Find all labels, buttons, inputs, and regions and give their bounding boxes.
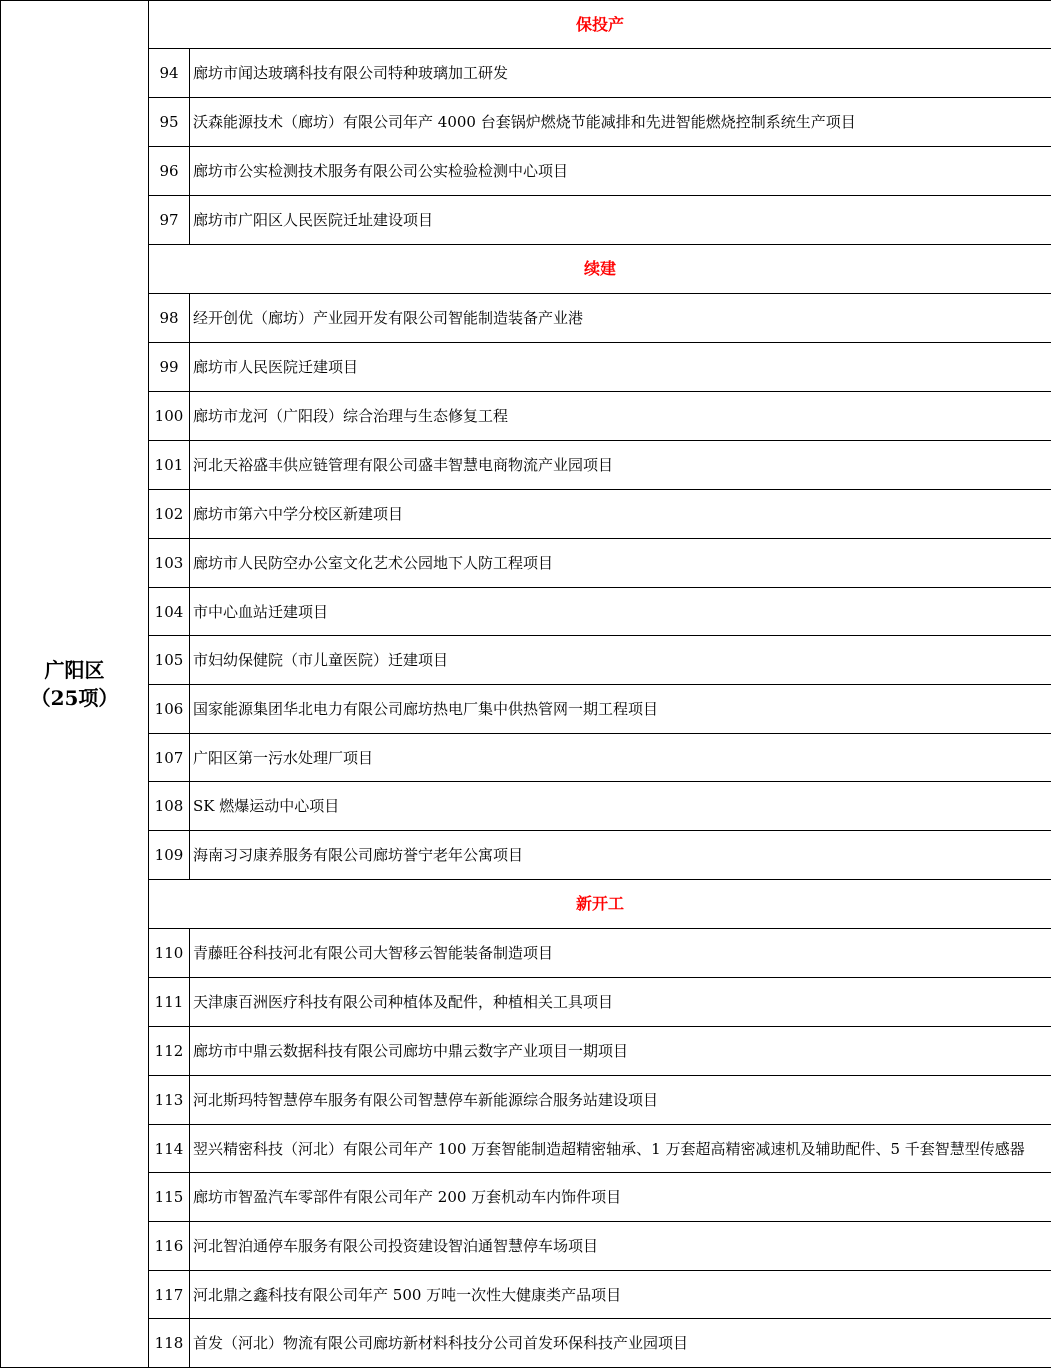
row-number: 113 — [149, 1076, 190, 1125]
table-row — [1, 1076, 1051, 1125]
row-number: 94 — [149, 49, 190, 98]
row-number: 110 — [149, 929, 190, 978]
project-name: 国家能源集团华北电力有限公司廊坊热电厂集中供热管网一期工程项目 — [190, 685, 1051, 734]
table-row — [1, 441, 1051, 490]
row-number: 115 — [149, 1173, 190, 1222]
row-number: 106 — [149, 685, 190, 734]
section-row — [1, 880, 1051, 929]
row-number: 105 — [149, 636, 190, 685]
project-name: 海南习习康养服务有限公司廊坊誉宁老年公寓项目 — [190, 831, 1051, 880]
table-row — [1, 196, 1051, 245]
project-name: 广阳区第一污水处理厂项目 — [190, 734, 1051, 782]
project-name: 经开创优（廊坊）产业园开发有限公司智能制造装备产业港 — [190, 294, 1051, 343]
section-title: 新开工 — [149, 880, 1051, 929]
row-number: 107 — [149, 734, 190, 782]
project-name: 首发（河北）物流有限公司廊坊新材料科技分公司首发环保科技产业园项目 — [190, 1319, 1051, 1368]
table-row — [1, 490, 1051, 539]
table-row — [1, 831, 1051, 880]
row-number: 118 — [149, 1319, 190, 1368]
section-row — [1, 1, 1051, 49]
project-name: 河北斯玛特智慧停车服务有限公司智慧停车新能源综合服务站建设项目 — [190, 1076, 1051, 1125]
table-row — [1, 636, 1051, 685]
project-name: 河北鼎之鑫科技有限公司年产 500 万吨一次性大健康类产品项目 — [190, 1271, 1051, 1319]
table-row — [1, 1222, 1051, 1271]
project-name: 市中心血站迁建项目 — [190, 588, 1051, 636]
project-name: SK 燃爆运动中心项目 — [190, 782, 1051, 831]
project-name: 廊坊市人民医院迁建项目 — [190, 343, 1051, 392]
table-row — [1, 1271, 1051, 1319]
table-row — [1, 49, 1051, 98]
project-name: 廊坊市智盈汽车零部件有限公司年产 200 万套机动车内饰件项目 — [190, 1173, 1051, 1222]
row-number: 112 — [149, 1027, 190, 1076]
project-name: 廊坊市中鼎云数据科技有限公司廊坊中鼎云数字产业项目一期项目 — [190, 1027, 1051, 1076]
table-row — [1, 685, 1051, 734]
section-title: 保投产 — [149, 1, 1051, 49]
project-name: 河北智泊通停车服务有限公司投资建设智泊通智慧停车场项目 — [190, 1222, 1051, 1271]
table-row — [1, 539, 1051, 588]
row-number: 100 — [149, 392, 190, 441]
table-body — [1, 1, 1051, 1368]
table-row — [1, 734, 1051, 782]
row-number: 104 — [149, 588, 190, 636]
table-row — [1, 1027, 1051, 1076]
row-number: 96 — [149, 147, 190, 196]
row-number: 111 — [149, 978, 190, 1027]
table-row — [1, 1319, 1051, 1368]
project-name: 廊坊市第六中学分校区新建项目 — [190, 490, 1051, 539]
row-number: 116 — [149, 1222, 190, 1271]
section-row — [1, 245, 1051, 294]
row-number: 117 — [149, 1271, 190, 1319]
table-row — [1, 294, 1051, 343]
row-number: 103 — [149, 539, 190, 588]
table-row — [1, 98, 1051, 147]
row-number: 98 — [149, 294, 190, 343]
table-row — [1, 147, 1051, 196]
district-name: 广阳区 — [44, 658, 105, 682]
project-name: 天津康百洲医疗科技有限公司种植体及配件，种植相关工具项目 — [190, 978, 1051, 1027]
project-name: 廊坊市广阳区人民医院迁址建设项目 — [190, 196, 1051, 245]
row-number: 114 — [149, 1125, 190, 1173]
table-row — [1, 1173, 1051, 1222]
project-name: 廊坊市人民防空办公室文化艺术公园地下人防工程项目 — [190, 539, 1051, 588]
row-number: 102 — [149, 490, 190, 539]
table-row — [1, 782, 1051, 831]
table-row — [1, 588, 1051, 636]
row-number: 97 — [149, 196, 190, 245]
table-row — [1, 978, 1051, 1027]
section-title: 续建 — [149, 245, 1051, 294]
project-name: 廊坊市闻达玻璃科技有限公司特种玻璃加工研发 — [190, 49, 1051, 98]
table-row — [1, 343, 1051, 392]
project-name: 河北天裕盛丰供应链管理有限公司盛丰智慧电商物流产业园项目 — [190, 441, 1051, 490]
district-count: （25项） — [30, 686, 119, 710]
project-name: 翌兴精密科技（河北）有限公司年产 100 万套智能制造超精密轴承、1 万套超高精密减速机及辅助配件、5 千套智慧型传感器 — [190, 1125, 1051, 1173]
row-number: 99 — [149, 343, 190, 392]
row-number: 101 — [149, 441, 190, 490]
table-row — [1, 1125, 1051, 1173]
project-name: 廊坊市公实检测技术服务有限公司公实检验检测中心项目 — [190, 147, 1051, 196]
row-number: 95 — [149, 98, 190, 147]
row-number: 109 — [149, 831, 190, 880]
row-number: 108 — [149, 782, 190, 831]
table-row — [1, 392, 1051, 441]
district-cell — [1, 1, 149, 1368]
project-name: 市妇幼保健院（市儿童医院）迁建项目 — [190, 636, 1051, 685]
project-name: 沃森能源技术（廊坊）有限公司年产 4000 台套锅炉燃烧节能减排和先进智能燃烧控制系统生产项目 — [190, 98, 1051, 147]
project-name: 廊坊市龙河（广阳段）综合治理与生态修复工程 — [190, 392, 1051, 441]
project-name: 青藤旺谷科技河北有限公司大智移云智能装备制造项目 — [190, 929, 1051, 978]
table-row — [1, 929, 1051, 978]
